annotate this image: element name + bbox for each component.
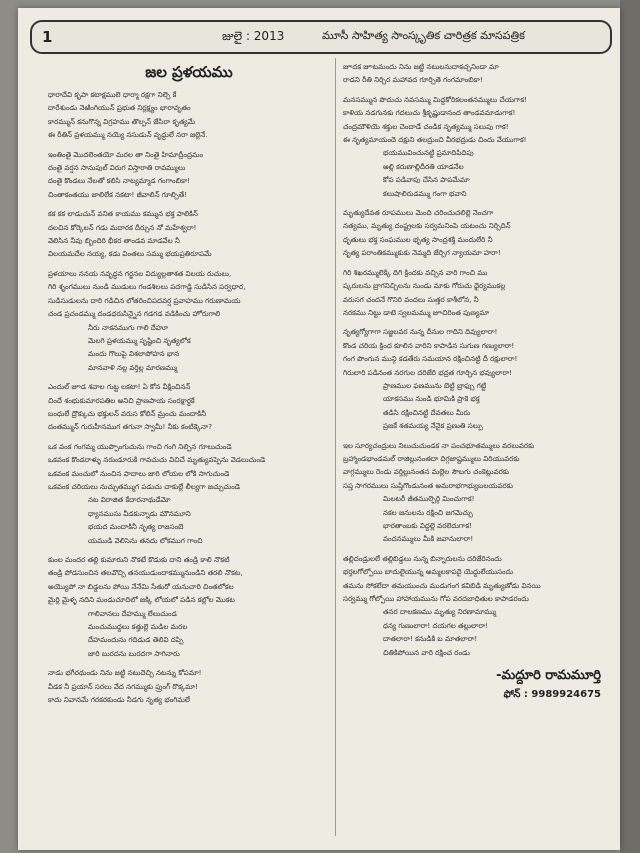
poem-line: దారేశుండు నెఱింగియున్ ప్రభుత నిర్లక్ష్యం భారావృతం bbox=[48, 103, 191, 113]
poem-line: ష్కరులను బ్రాగనిచ్చిలను నుండు మాకు గోరుచు ధైర్యముకల్ల bbox=[343, 281, 506, 291]
poem-line: గాలివానలు దేహమ్ము లేలుచుండ bbox=[88, 608, 177, 618]
poem-line: తనర దాలకణము మృత్యు నిరణామామ్ము bbox=[383, 607, 497, 617]
poem-line: మైర్లి మైళ్ళ నదిని మండుచూదిలో జక్కి లోయలో పడిన కల్లోల మొకట bbox=[48, 595, 235, 605]
poem-line: గిరులారి పడినంత నరగుల దరిజేరి భద్రత గూర్చిన భవ్యులారా! bbox=[343, 367, 512, 377]
poem-line: మంచుముద్దలు కత్తుల్లె మడిల మరల bbox=[88, 622, 188, 632]
poem-line: ఒకవంక చరియలు నుచ్చుతమ్ముగ పడుచు చాకుల్లే లీల్యగా జచ్చుచుండె bbox=[48, 481, 241, 491]
poem-line: మృత్యుదేవత రూపములు మెంది చరించుచలిల్లె నెంచగా bbox=[343, 208, 494, 218]
poem-line: నృత్యగ్యోగాగా సజ్జలవర నున్న దీనుల గాదిని దివ్యులారా! bbox=[343, 327, 498, 337]
author-name: -మద్దూరి రామమూర్తి bbox=[496, 668, 601, 684]
poem-line: వెలిసిన నీవు బ్బిందిరి భీకర తాండవ మాడవేల నీ bbox=[48, 236, 180, 246]
poem-line: భారతాంబకు విద్దల్లె వరలెదుగాక! bbox=[383, 521, 473, 530]
column-divider bbox=[335, 58, 336, 836]
poem-line: ధ్యానముసు వీడకున్నాడు మౌనమూని bbox=[88, 508, 191, 518]
poem-line: తడిసి రక్షించినట్టి దేవతలు మీరు bbox=[383, 407, 471, 417]
poem-line: రాడని రీతి నిర్చిర మహావద గూర్చితె గంగమాంబికా! bbox=[343, 75, 483, 85]
poem-line: నట విరాజిత కేదారనాథుడేమో bbox=[88, 495, 171, 505]
poem-line: ప్రాణముల ఫణమును బెట్టి బ్రాఫ్సు గట్టి bbox=[383, 380, 487, 390]
poem-line: ఈ నృత్యమాయందె దక్షుని తలద్రుంచి వీరభద్రుడు చిందు వేయుగాక! bbox=[343, 135, 527, 145]
poem-line: దేహమందును గదిడుడ తెలివి దప్పి bbox=[88, 635, 184, 645]
poem-line: తల్లిదండ్రులలే తల్లిబిడ్డలు నున్న బిన్నారులను దరిజేరినందు bbox=[343, 553, 502, 563]
poem-line: కాదు నివానమే గరకరకుండు నీడగు నృత్య భంగిమలే bbox=[48, 695, 190, 705]
poem-line: వందనమ్ములు మీకి జవానులారా! bbox=[383, 534, 474, 544]
poem-line: కుంల మందర తల్లి కుమారుని నొకటే కొడుకు దాని తండ్రి కాలి నొకటి bbox=[48, 555, 230, 564]
poem-line: నరకము నిట్టు డాటె స్వలమమ్ము జూచిరింత పుణ్యమా bbox=[343, 307, 490, 317]
poem-line: ఒకవంక మంచులో నుంచిన పాదాలు జారి లోయల లోకి సాగుచుండె bbox=[48, 468, 230, 478]
poem-line: ధన్య గుణులారా! దయగల తల్లులారా! bbox=[383, 620, 488, 630]
poem-line: జారి బురదను బురదగా సాగినారు bbox=[88, 648, 180, 658]
left-column bbox=[48, 60, 330, 706]
poem-line: విలయమదేల నయ్య, కడు వింతలు సమ్ము భయప్రతిరూపమే bbox=[48, 249, 212, 259]
poem-line: ఒకవంక కొండరాళ్ళు నరుఁడూరుకి గావచుచు విచిచే మృత్యువప్పెను వెడలుచుండె bbox=[48, 455, 266, 465]
poem-line: నకల జనులను రక్షించి జగమెచ్చు bbox=[383, 507, 473, 517]
author-phone: ఫోన్ : 9989924675 bbox=[503, 689, 601, 701]
poem-line: దలచిన కోర్కెలన్ గడు మదారక దీర్చున నో మహేశ్వరా! bbox=[48, 222, 197, 232]
poem-line: మనసమ్మున పొదుచు నవసమ్ము మిద్దకోరికలంతనమ్ములు చేయగాక! bbox=[343, 94, 528, 104]
poem-line: నృత్య పరాంతికమ్ముకుకు నెమ్మది జేర్చిగ న్యాయమా హరా! bbox=[343, 248, 501, 258]
poem-line: సప్త సాగరములు సుప్తిగొండునంత అమరాభగాభ్యుబలయవరకు bbox=[343, 480, 513, 490]
magazine-page bbox=[18, 8, 620, 850]
page-edge-shadow bbox=[620, 0, 640, 853]
poem-line: బ్రహ్మాండభాండమల్ రాజిల్లునంతదా దిగ్గజాష్టమ్ములు విరియువరకు bbox=[343, 453, 520, 463]
poem-line: అల్లి కరుణాల్లిదీరతి యాడనేల bbox=[383, 161, 464, 171]
left-poem-body bbox=[48, 88, 330, 706]
poem-line: చితికిపోయిన వారి రక్షించ రండు bbox=[383, 647, 470, 657]
poem-line: దంతై కొండలు నేలతో కలిసి నాట్యమ్మాడ గంగాంబికా! bbox=[48, 176, 191, 186]
poem-line: కలుషాలిరుడమ్ము గంగా భవాని bbox=[383, 188, 467, 198]
poem-line: భయద మందాకినీ నృత్య రాజసంబె bbox=[88, 522, 184, 532]
issue-date: జులై : 2013 bbox=[222, 29, 285, 43]
poem-line: కాళియ నడగునకు గదలుచు శ్రీకృష్ణుడానంద తాండవమాడుగాక! bbox=[343, 108, 516, 118]
poem-line: దాతలారా! కనుడికి బ మాతలారా! bbox=[383, 634, 478, 644]
poem-line: కక కక లాడుచున్ వనిత కాయము కమ్మున భక్త పాలికిన్ bbox=[48, 209, 198, 219]
poem-line: గంగ పొంగున మున్గి కడతేరు సమయాన రక్షించినట్టి దీ రక్షులారా! bbox=[343, 354, 518, 364]
poem-line: ఒక వంక గంగమ్మ యుప్పొంగుచును గాంచి గంగి నిల్పిన గూలుచుండె bbox=[48, 441, 232, 451]
poem-title: జల ప్రళయము bbox=[145, 63, 233, 81]
poem-line: చింతాకంతయు జాలిలేక నకటా! జీవాలిన్ గూల్చితే! bbox=[48, 189, 187, 199]
poem-line: వీడక నీ ప్రయాన్ సరలు వేద నగమ్ముకు ప్రుంగ్ రొక్కమా! bbox=[48, 681, 198, 691]
poem-line: ఇంతింతై మొదలెంతయో మరల తా నింతై హిమాద్రీంద్రమం bbox=[48, 149, 204, 159]
poem-line: నాడు భగీరథుండు నిను జట్టి నటుదెచ్చి నటన్ను కోపమా! bbox=[48, 668, 202, 678]
poem-line: చిందే శంభుకుమారపతిల అనిచి ప్రాణపాయ సంరక్షార్థకే bbox=[48, 395, 195, 405]
poem-line: జూదక జూటమందు నిను జట్టి నటులనుదాకచ్చనిండా మా bbox=[343, 62, 499, 71]
poem-line: భర్తలగోల్పోయి బాదులైయున్న అమ్మలకాపదై యెద్దులేయుసందు bbox=[343, 567, 514, 577]
poem-line: మెలగి ప్రళయమ్ము సృష్టించి నృత్యలోక bbox=[88, 335, 191, 345]
poem-line: కొండ చరియ క్రింద కూలిన వారిని కాపాడిన సుగుణ గణ్యులారా! bbox=[343, 340, 515, 350]
poem-line: యాకసము నుండి భూమికి ప్రాకె భక్త bbox=[383, 394, 480, 404]
poem-line: వాగ్గమ్ములు రెండు వర్తిల్లునంతన మల్లెల సౌబగు చంకెట్లువరకు bbox=[343, 467, 509, 477]
poem-line: గిరి శిఖరమ్ములెక్కి దిగి క్రిందకు వచ్చిన వారి గాంచి ము bbox=[343, 267, 488, 277]
poem-line: ఈ రీతిన్ ప్రళయమ్ము నయ్యె నసుడున్ వృద్ధులే నరా జల్లెనే. bbox=[48, 130, 208, 140]
magazine-name: మూసీ సాహిత్య సాంస్కృతిక చారిత్రక మాసపత్రిక bbox=[322, 29, 525, 42]
poem-line: ప్రజకే శతమయ్య నేనైక ప్రణుతి సల్పు bbox=[383, 421, 483, 431]
poem-line: యముడి వెలిసెను తనదు లోకముగ గాంచి bbox=[88, 535, 203, 545]
poem-line: తండ్రి పోడసుంచిన తలవొచ్చి తనయుడుందాకమ్మునుండిని తరలి నొకట, bbox=[48, 568, 243, 578]
poem-line: అయ్యొపో నా బిడ్డలను పోయి నేనేమి సేతురో యనుచారి చింతలోకల bbox=[48, 581, 234, 591]
poem-line: సుడిసుడులను దారి గడిచిన లోతరించిపదవర్ష ప్రవాహము గరుణామయ bbox=[48, 295, 241, 305]
poem-line: ఇల సూర్యచంద్రులు నిలుచుచుండక నా పంచభూతమ్ములు వరలువరకు bbox=[343, 440, 535, 450]
poem-line: వరుసగ చందనే గొనిరి వందలు సుత్తర కాశీలోన, నీ bbox=[343, 294, 479, 304]
poem-line: కారమ్మున్ కనుగొన్న విగ్రహము తొల్పన్ జేసిరా కృత్యమే bbox=[48, 116, 196, 126]
poem-line: దంతమ్మున్ గురుహీనముగ తగునా స్వామీ! నీకు కంటిక్కెనా? bbox=[48, 422, 213, 432]
poem-line: చంద్రమౌళియె శక్తుల చెందాడే చండిక నృత్యమ్ము సలుపు గాక! bbox=[343, 121, 509, 131]
poem-line: ధృతులు భక్త సంఘముల భృత్య సాంద్రశక్తి మందులేరి నీ bbox=[343, 234, 493, 244]
right-column bbox=[343, 60, 601, 703]
poem-line: మానవాళి నల్ల వర్తిల్ల మారణమ్ము bbox=[88, 362, 178, 372]
poem-line: ధారాదేవి కృపా కటాక్షములె ధార్మా రక్షగా నిల్చె కే bbox=[48, 90, 177, 99]
page-number: 1 bbox=[42, 28, 53, 46]
poem-line: గిరి శృంగములు నుండి ముడులు గండశిలలు పదగాడ్డి సుడిసిన పర్వధార, bbox=[48, 282, 246, 292]
poem-line: కోప పడివాపు చేసిన పాపమేమా bbox=[383, 175, 470, 185]
poem-line: మిలటరీ జీతముల్పెర్గి మించుగాక! bbox=[383, 494, 475, 504]
poem-line: ప్రళయాలు ననయ నవృద్ధన గర్జనల విద్యుల్లతాశత విలయ రుచులు, bbox=[48, 268, 232, 278]
poem-line: సర్వమ్ము గోల్పోయి హాహాయమును గోప వరదబాధితుల కాపాడరందు bbox=[343, 594, 529, 604]
poem-line: దంతై వర్షన సానుపుల్ విరుగ విస్తారాతి రావమ్ములు bbox=[48, 163, 186, 173]
right-poem-body bbox=[343, 60, 601, 659]
poem-line: ఎందుల్ జూడ శవాల గుట్ట లకటా! ఏ కోన వీక్షించినన్ bbox=[48, 382, 191, 392]
poem-line: మందు గొలుపై విశలాపోహన భాన bbox=[88, 349, 180, 359]
poem-line: నత్యము, మృత్యు దంష్ట్రలకు సర్వమనింపె యటంచు నిర్చిదిన్ bbox=[343, 221, 511, 231]
poem-line: బంధులే ద్రొక్కుచు భక్తులన్ వరుస కోలిన్ మ్రంచు మందాకినీ bbox=[48, 408, 207, 418]
poem-line: నీరు నాకనముగు గాలి దేహూ bbox=[88, 322, 169, 332]
poem-line: భయమువించునట్టి ప్రమాదిపిదిపు bbox=[383, 148, 474, 158]
page-header bbox=[30, 20, 612, 54]
poem-line: తమను సోకలేదా తమయుంచు ముడుగంగ కవిబిడి మృత్యుణోడు వినయి bbox=[343, 580, 541, 590]
poem-line: చండ ప్రచండమ్ము దండధరుసిన్నైన గడగడ వడికించు హోరుగాలి bbox=[48, 309, 221, 319]
